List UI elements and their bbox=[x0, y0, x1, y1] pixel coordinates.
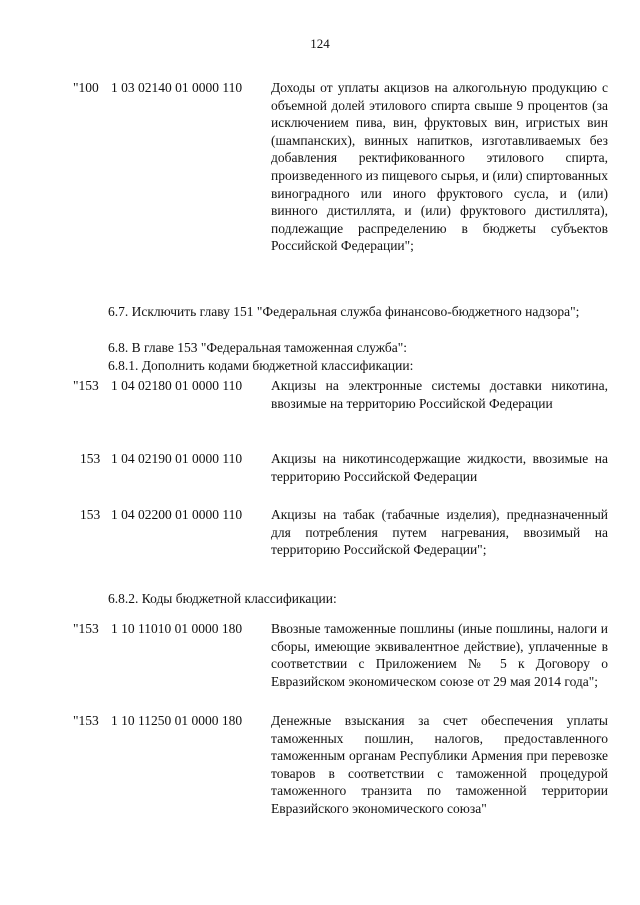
admin-code: 153 bbox=[80, 451, 101, 466]
budget-classification-code: 1 10 11010 01 0000 180 bbox=[111, 621, 243, 636]
page-number: 124 bbox=[310, 36, 330, 51]
paragraph-6-8: 6.8. В главе 153 "Федеральная таможенная служба": bbox=[108, 340, 408, 355]
code-description: Денежные взыскания за счет обеспечения уплаты таможенных пошлин, налогов, предоставленного таможенным органам Республики Армения при перевозке товаров в соответствии с таможенной процедурой таможенного транзита по таможенной территории Евразийского экономического союза" bbox=[271, 713, 608, 816]
code-description: Доходы от уплаты акцизов на алкогольную продукцию с объемной долей этилового спирта свыше 9 процентов (за исключением пива, вин, фруктовых вин, игристых вин (шампанских), винных напитков, изготавливаемых без добавления ректификованного этилового спирта, произведенного из пищевого сырья, и (или) спиртованных виноградного или иного фруктового сусла, и (или) винного дистиллята, и (или) фруктового дистиллята), подлежащие распределению в бюджеты субъектов Российской Федерации"; bbox=[271, 80, 608, 254]
code-description: Акцизы на никотинсодержащие жидкости, ввозимые на территорию Российской Федерации bbox=[271, 451, 608, 484]
budget-classification-code: 1 04 02200 01 0000 110 bbox=[111, 507, 243, 522]
budget-classification-code: 1 10 11250 01 0000 180 bbox=[111, 713, 243, 728]
budget-classification-code: 1 03 02140 01 0000 110 bbox=[111, 80, 243, 95]
admin-code: "153 bbox=[73, 713, 99, 728]
code-description: Акцизы на табак (табачные изделия), предназначенный для потребления путем нагревания, ввозимый на территорию Российской Федерации"; bbox=[271, 507, 608, 558]
admin-code: "100 bbox=[73, 80, 99, 95]
paragraph-6-7: 6.7. Исключить главу 151 "Федеральная служба финансово-бюджетного надзора"; bbox=[108, 304, 580, 319]
admin-code: "153 bbox=[73, 621, 99, 636]
paragraph-6-8-1: 6.8.1. Дополнить кодами бюджетной классификации: bbox=[108, 358, 414, 373]
code-description: Ввозные таможенные пошлины (иные пошлины, налоги и сборы, имеющие эквивалентное действие), уплаченные в соответствии с Приложением № 5 к Договору о Евразийском экономическом союзе от 29 мая 2014 года"; bbox=[271, 621, 608, 689]
paragraph-6-8-2: 6.8.2. Коды бюджетной классификации: bbox=[108, 591, 337, 606]
admin-code: 153 bbox=[80, 507, 101, 522]
budget-classification-code: 1 04 02190 01 0000 110 bbox=[111, 451, 243, 466]
code-description: Акцизы на электронные системы доставки никотина, ввозимые на территорию Российской Федерации bbox=[271, 378, 608, 411]
admin-code: "153 bbox=[73, 378, 99, 393]
budget-classification-code: 1 04 02180 01 0000 110 bbox=[111, 378, 243, 393]
